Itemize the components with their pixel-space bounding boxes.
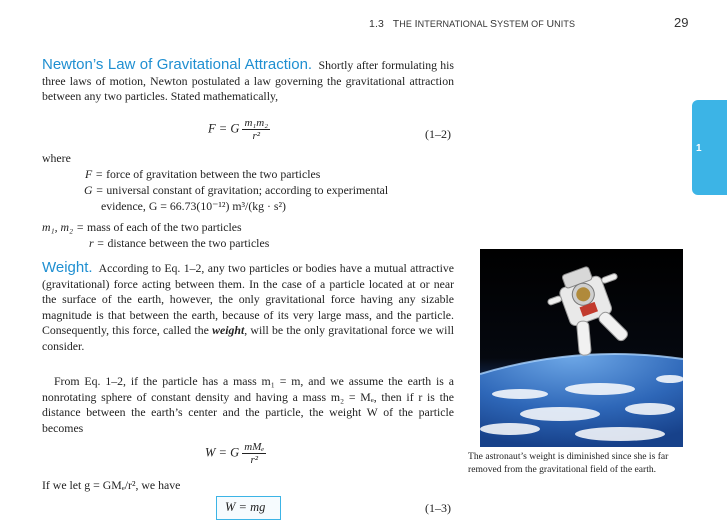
equation-1-2 — [208, 117, 270, 142]
def-row: G = universal constant of gravitation; according to experimental — [84, 183, 389, 197]
let-g-text: If we let g = GMₑ/r², we have — [42, 478, 181, 492]
newton-text: Shortly after formulating his three laws of motion, Newton postulated a law governing the gravitational attraction between any two particles. Stated mathematically, — [42, 58, 455, 104]
section-number: 1.3 — [369, 18, 384, 30]
eq3-label: (1–3) — [425, 501, 451, 515]
weight-text: According to Eq. 1–2, any two particles or bodies have a mutual attractive (gravitational) force acting between them. In the case of a particle located at or near the surface of the earth, however, the only gravitational force having any sizable magnitude is that between the earth, because of its very large mass, and the particle. Consequently, this force, called the — [42, 261, 454, 338]
eq1-denominator: r² — [252, 130, 261, 142]
eq2-lhs: W = G — [205, 445, 240, 460]
figure-caption: The astronaut’s weight is diminished since she is far removed from the gravitational field of the earth. — [468, 451, 669, 475]
weight-text-end: , will be the only gravitational force we will consider. — [42, 323, 454, 353]
eq2-denominator: r² — [250, 454, 259, 466]
page-number: 29 — [674, 15, 689, 30]
weight-paragraph — [42, 260, 454, 355]
equation-weight — [205, 441, 266, 466]
def-row: F = force of gravitation between the two particles — [85, 167, 321, 181]
chapter-tab-label: 1 — [696, 143, 702, 154]
eq1-fraction — [242, 117, 270, 142]
eq2-numerator: mMₑ — [244, 441, 265, 453]
weight-term: weight — [212, 323, 245, 338]
where-label: where — [42, 151, 71, 165]
chapter-tab — [692, 100, 727, 195]
def-row: r = distance between the two particles — [89, 236, 270, 250]
equation-1-3-box — [216, 496, 281, 520]
astronaut-photo — [480, 249, 683, 447]
weight-heading: Weight. — [42, 259, 93, 276]
eq3-text: W = mg — [225, 500, 266, 514]
def-row: m₁, m₂ = mass of each of the two particles — [42, 220, 242, 234]
from-eq-paragraph: From Eq. 1–2, if the particle has a mass m₁ = m, and we assume the earth is a nonrotating sphere of constant density and having a mass m₂ = Mₑ, then if r is the distance between the earth’s center and the particle, the weight W of the particle becomes — [42, 374, 454, 435]
eq1-numerator: m₁m₂ — [244, 117, 269, 129]
newton-heading: Newton’s Law of Gravitational Attraction. — [42, 56, 313, 73]
eq1-label: (1–2) — [425, 127, 451, 141]
eq2-fraction — [242, 441, 266, 466]
newton-paragraph — [42, 57, 454, 105]
eq1-lhs: F = G — [208, 121, 240, 136]
section-title: THE INTERNATIONAL SYSTEM OF UNITS — [392, 18, 576, 30]
def-row: evidence, G = 66.73(10⁻¹²) m³/(kg · s²) — [101, 199, 286, 213]
running-header — [369, 18, 575, 30]
